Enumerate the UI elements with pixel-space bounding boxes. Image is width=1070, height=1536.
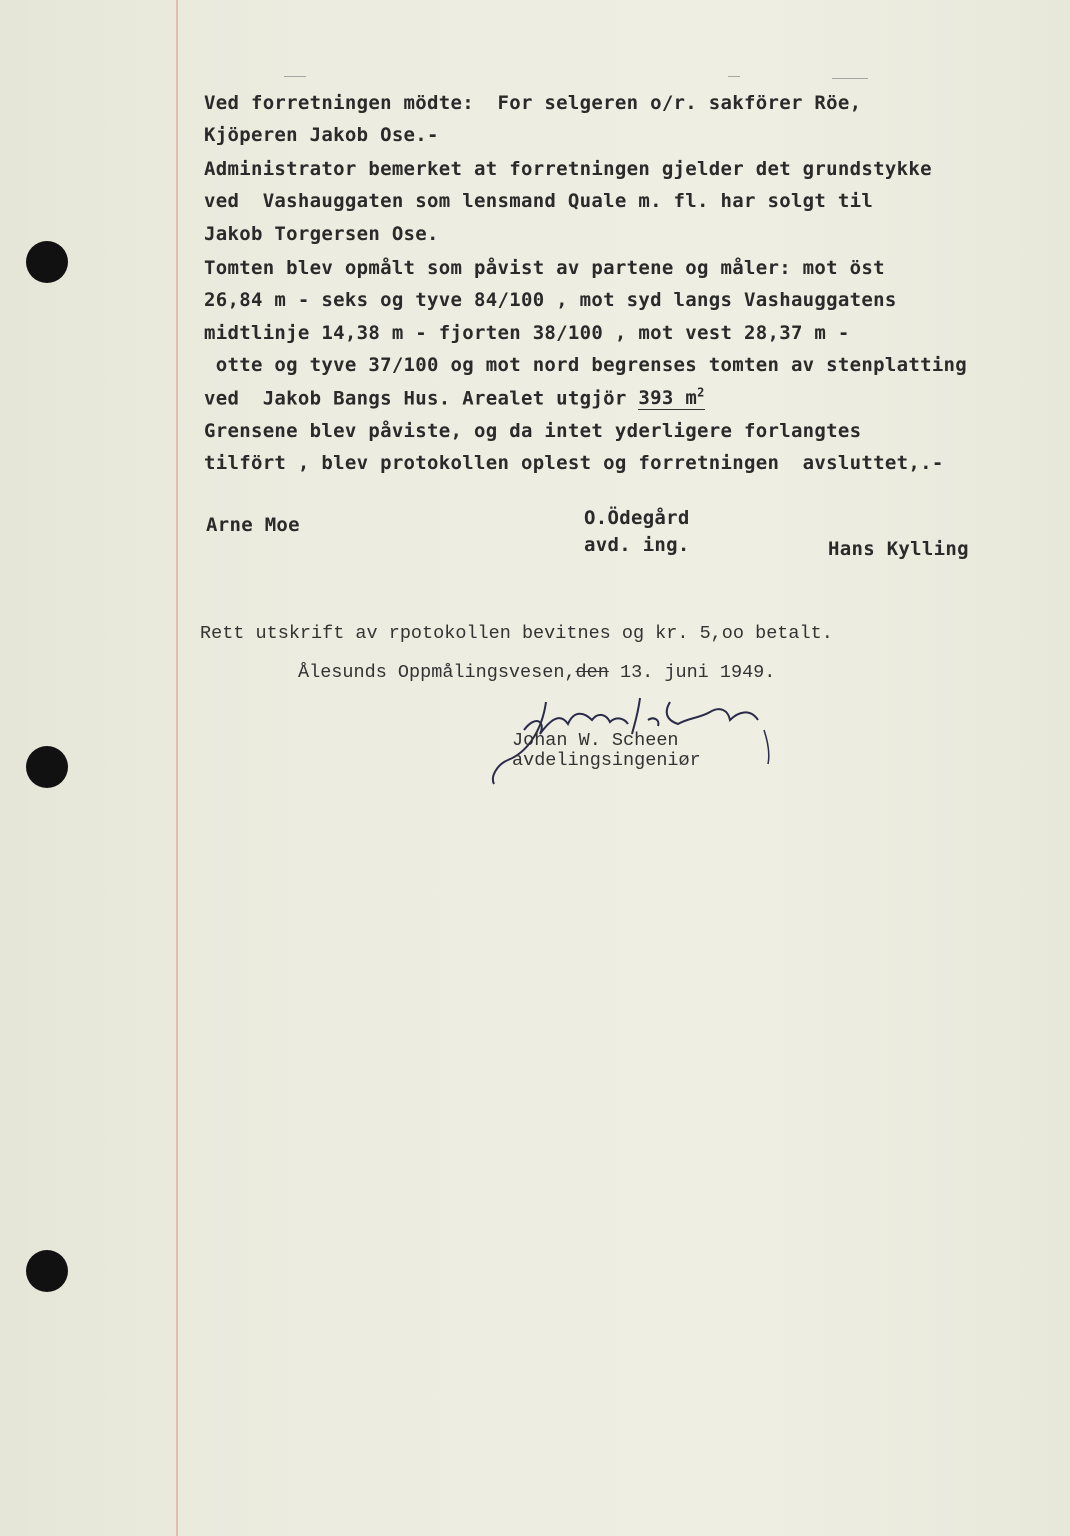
area-superscript: 2 [697, 386, 705, 400]
signatory-middle-name: O.Ödegård [584, 507, 690, 529]
signer-name: Johan W. Scheen [512, 730, 679, 751]
area-value: 393 $m^2$ [638, 386, 705, 410]
text-line-9: otte og tyve 37/100 og mot nord begrenses tomten av stenplatting [204, 354, 968, 376]
text-line-1: Ved forretningen mödte: For selgeren o/r. sakförer Röe, [204, 92, 862, 114]
signatory-right: Hans Kylling [828, 538, 969, 560]
struck-word: den [575, 662, 609, 683]
text-line-10-main: ved Jakob Bangs Hus. Arealet utgjör [204, 387, 627, 410]
text-line-5: Jakob Torgersen Ose. [204, 223, 439, 245]
margin-line [176, 0, 178, 1536]
punch-hole [26, 746, 68, 788]
text-line-10 [204, 386, 705, 409]
text-line-12: tilfört , blev protokollen oplest og forretningen avsluttet,.- [204, 452, 944, 474]
text-line-2: Kjöperen Jakob Ose.- [204, 124, 439, 146]
punch-hole [26, 241, 68, 283]
certification-line-1: Rett utskrift av rpotokollen bevitnes og kr. 5,oo betalt. [200, 623, 833, 644]
signatory-left: Arne Moe [206, 514, 300, 536]
text-line-7: 26,84 m - seks og tyve 84/100 , mot syd langs Vashauggatens [204, 289, 897, 311]
signer-title: avdelingsingeniør [512, 750, 701, 771]
stray-mark [832, 78, 868, 79]
text-line-8: midtlinje 14,38 m - fjorten 38/100 , mot vest 28,37 m - [204, 322, 850, 344]
signatory-middle-title: avd. ing. [584, 534, 690, 556]
certification-line-2: Ålesunds Oppmålingsvesen,den 13. juni 1949. [298, 662, 776, 683]
text-line-11: Grensene blev påviste, og da intet yderligere forlangtes [204, 420, 862, 442]
stray-mark [284, 76, 306, 77]
punch-hole [26, 1250, 68, 1292]
text-line-4: ved Vashauggaten som lensmand Quale m. fl. har solgt til [204, 190, 874, 212]
text-line-3: Administrator bemerket at forretningen gjelder det grundstykke [204, 158, 932, 180]
stray-mark [728, 76, 740, 77]
text-line-6: Tomten blev opmålt som påvist av partene og måler: mot öst [204, 257, 885, 279]
